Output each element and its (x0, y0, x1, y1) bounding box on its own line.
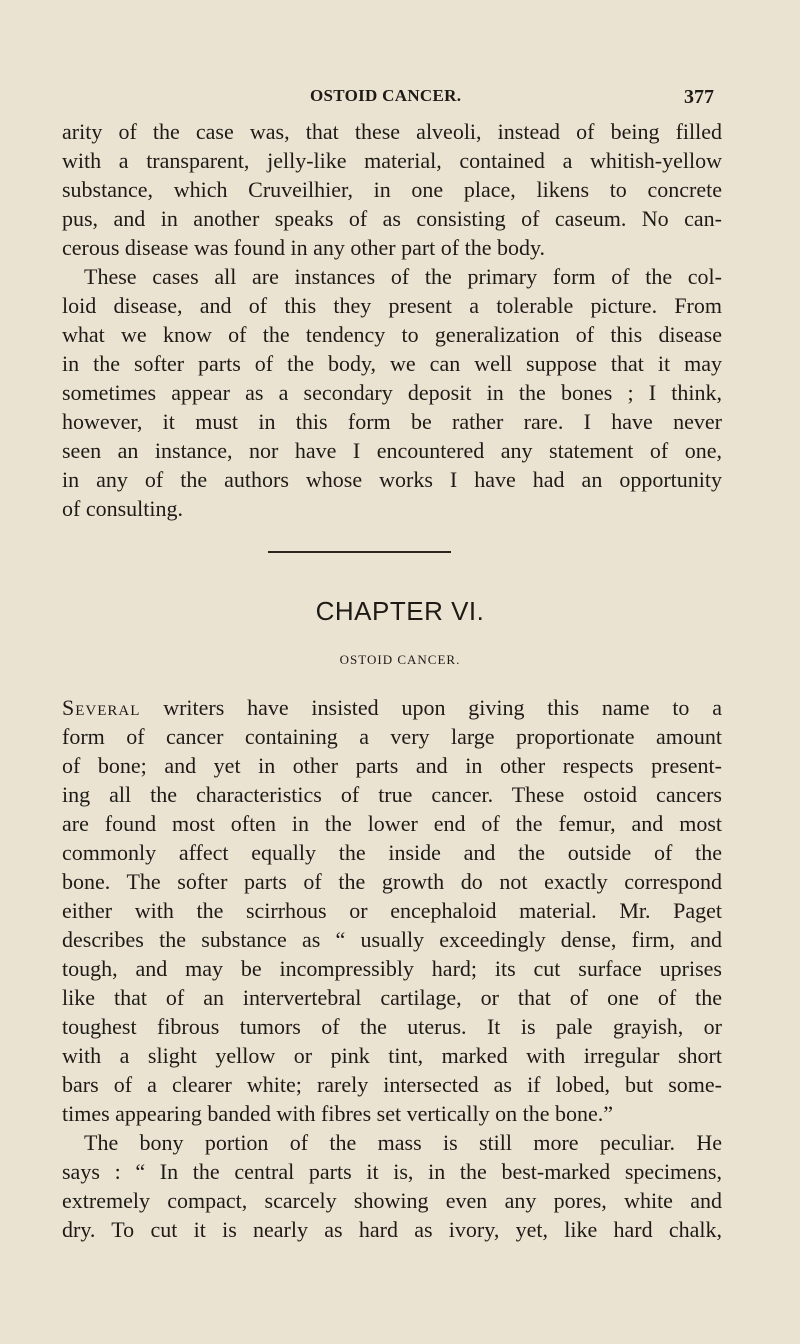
text-line: cerous disease was found in any other part of the body. (62, 235, 546, 260)
text-line: describes the substance as “ usually exceedingly dense, firm, and (62, 927, 722, 952)
text-line: dry. To cut it is nearly as hard as ivory, yet, like hard chalk, (62, 1217, 722, 1242)
paragraph-colloid-summary (62, 262, 722, 523)
text-line: ing all the characteristics of true cancer. These ostoid cancers (62, 782, 722, 807)
text-line: what we know of the tendency to generalization of this disease (62, 322, 722, 347)
text-line (62, 693, 722, 722)
opening-line-text: writers have insisted upon giving this name to a (140, 695, 722, 720)
text-line: The bony portion of the mass is still more peculiar. He (84, 1130, 722, 1155)
text-line: of bone; and yet in other parts and in other respects present- (62, 753, 722, 778)
text-line: pus, and in another speaks of as consisting of caseum. No can- (62, 206, 722, 231)
text-line: form of cancer containing a very large proportionate amount (62, 724, 722, 749)
paragraph-bony-portion (62, 1128, 722, 1244)
chapter-heading: CHAPTER VI. (315, 596, 485, 626)
text-line: seen an instance, nor have I encountered any statement of one, (62, 438, 722, 463)
running-title: OSTOID CANCER. (310, 86, 462, 105)
text-line: says : “ In the central parts it is, in the best-marked specimens, (62, 1159, 722, 1184)
text-line: arity of the case was, that these alveoli, instead of being filled (62, 119, 722, 144)
text-line: These cases all are instances of the primary form of the col- (84, 264, 722, 289)
text-line: with a transparent, jelly-like material, contained a whitish-yellow (62, 148, 722, 173)
text-line: in the softer parts of the body, we can well suppose that it may (62, 351, 722, 376)
text-line: times appearing banded with fibres set vertically on the bone.” (62, 1101, 614, 1126)
text-line: extremely compact, scarcely showing even any pores, white and (62, 1188, 722, 1213)
text-line: either with the scirrhous or encephaloid material. Mr. Paget (62, 898, 722, 923)
text-line: are found most often in the lower end of the femur, and most (62, 811, 722, 836)
text-line: toughest fibrous tumors of the uterus. It is pale grayish, or (62, 1014, 722, 1039)
text-line: bone. The softer parts of the growth do not exactly correspond (62, 869, 722, 894)
text-line: however, it must in this form be rather rare. I have never (62, 409, 722, 434)
text-line: tough, and may be incompressibly hard; its cut surface uprises (62, 956, 722, 981)
text-line: like that of an intervertebral cartilage, or that of one of the (62, 985, 722, 1010)
text-line: substance, which Cruveilhier, in one place, likens to concrete (62, 177, 722, 202)
opening-word: Several (62, 695, 141, 720)
paragraph-ostoid-description (62, 693, 722, 1128)
section-divider (268, 551, 451, 553)
running-head (0, 86, 800, 110)
text-line: loid disease, and of this they present a tolerable picture. From (62, 293, 722, 318)
page-number: 377 (684, 86, 714, 108)
text-line: of consulting. (62, 496, 183, 521)
text-line: in any of the authors whose works I have had an opportunity (62, 467, 722, 492)
chapter-subheading: OSTOID CANCER. (339, 652, 461, 667)
text-line: bars of a clearer white; rarely intersected as if lobed, but some- (62, 1072, 722, 1097)
text-line: commonly affect equally the inside and the outside of the (62, 840, 722, 865)
text-line: sometimes appear as a secondary deposit in the bones ; I think, (62, 380, 722, 405)
paragraph-continued (62, 117, 722, 262)
text-line: with a slight yellow or pink tint, marked with irregular short (62, 1043, 722, 1068)
